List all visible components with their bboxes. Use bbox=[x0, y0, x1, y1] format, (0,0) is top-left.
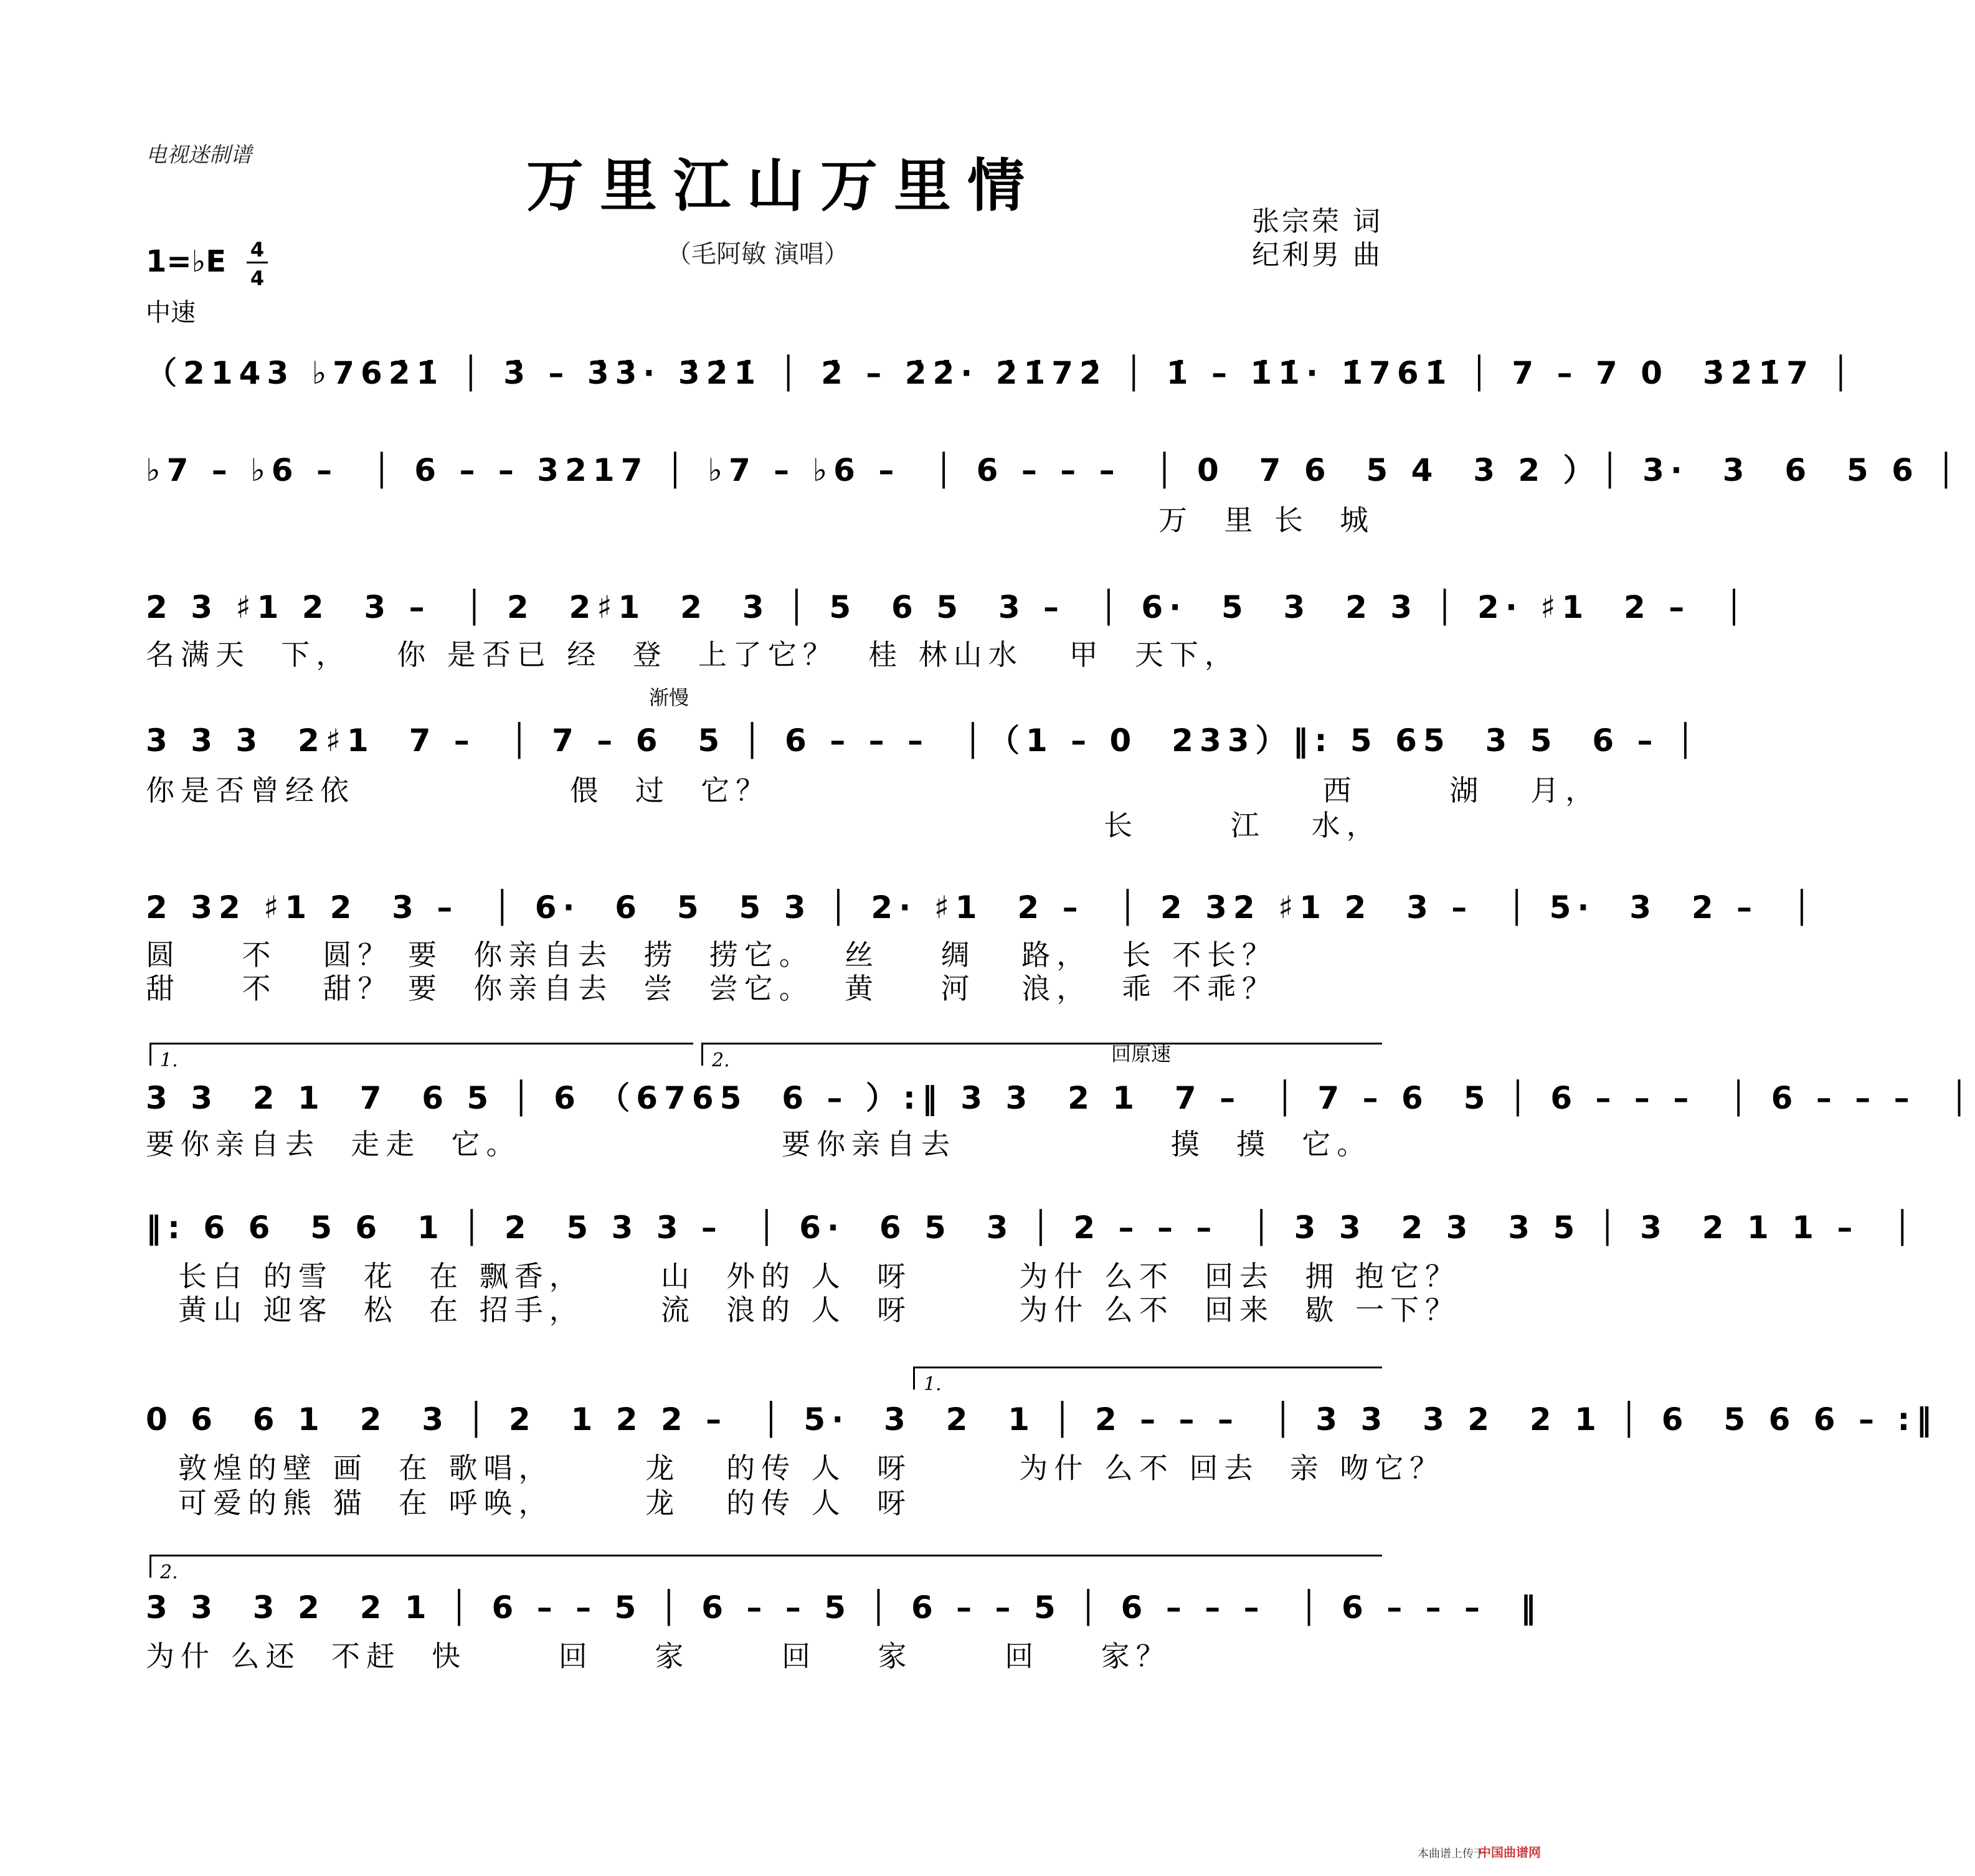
notes: ‖: 6 6 5 6 1 │ 2 5 3 3 – │ 6· 6 5 3 │ 2 – – – │ 3 3 2 3 3 5 │ 3 2 1 1 – │ bbox=[146, 1210, 1918, 1246]
singer-text: （毛阿敏 演唱） bbox=[666, 240, 849, 268]
lyric-line-8-verse-2: 可爱的熊 猫 在 呼唤， 龙 的传 人 呀 bbox=[178, 1486, 912, 1520]
song-title: 万里江山万里情 bbox=[526, 152, 1041, 219]
notation-line-8 bbox=[146, 1401, 1938, 1438]
notes: （2143 ♭762̇1̇ │ 3̇ – 3̇3̇· 3̇2̇1̇ │ 2̇ – 2̇2̇· 2̇1̇72̇ │ 1̇ – 1̇1̇· 1̇761̇ │ 7 – 7 0 3̇2̇1̇7 │ bbox=[146, 355, 1857, 391]
key-signature: 1=♭E bbox=[146, 244, 227, 279]
notes: 2 32 ♯1 2 3 – │ 6· 6 5 5 3 │ 2· ♯1 2 – │ 2 32 ♯1 2 3 – │ 5· 3 2 – │ bbox=[146, 889, 1817, 926]
notation-line-4 bbox=[146, 722, 1702, 759]
time-signature-top: 4 bbox=[250, 238, 265, 262]
notes: 3 3 2 1 7 6 5 │ 6 （6765 6 – ）:‖ 3 3 2 1 7 – │ 7 – 6 5 │ 6 – – – │ 6 – – – │ bbox=[146, 1080, 1975, 1116]
rit-marking: 渐慢 bbox=[649, 686, 689, 709]
notation-line-5 bbox=[146, 889, 1817, 926]
notes: ♭7 – ♭6 – │ 6 – – 3217 │ ♭7 – ♭6 – │ 6 – – – │ 0 7 6 5 4 3 2 ）│ 3· 3 6 5 6 │ bbox=[146, 452, 1962, 488]
notation-line-9 bbox=[146, 1589, 1542, 1626]
volta-ending-1b: 1. bbox=[913, 1367, 1382, 1390]
lyric-line-2: 万 里 长 城 bbox=[1158, 503, 1375, 537]
notes: 0 6 6 1 2 3 │ 2 1 2 2 – │ 5· 3 2 1 │ 2 – – – │ 3 3 3 2 2 1 │ 6 5 6 6 – :‖ bbox=[146, 1401, 1938, 1438]
notes: 2 3 ♯1 2 3 – │ 2 2♯1 2 3 │ 5 6 5 3 – │ 6· 5 3 2 3 │ 2· ♯1 2 – │ bbox=[146, 589, 1750, 625]
footer-note: 本曲谱上传于 bbox=[1418, 1847, 1485, 1860]
notes: 3 3 3 2♯1 7 – │ 7 – 6 5 │ 6 – – – │（1 – 0 233）‖: 5 65 3 5 6 – │ bbox=[146, 722, 1702, 759]
notation-line-2 bbox=[146, 452, 1962, 488]
time-signature-bottom: 4 bbox=[250, 267, 265, 290]
time-signature-line bbox=[247, 262, 268, 263]
tempo-marking: 中速 bbox=[146, 298, 196, 327]
notation-line-6 bbox=[146, 1080, 1975, 1116]
lyricist-text: 张宗荣 词 bbox=[1252, 206, 1383, 237]
notation-line-1 bbox=[146, 355, 1857, 391]
lyric-line-7-verse-1: 长白 的雪 花 在 飘香， 山 外的 人 呀 为什 么不 回去 拥 抱它？ bbox=[178, 1259, 1461, 1293]
site-logo: 中国曲谱网 bbox=[1479, 1845, 1541, 1860]
lyric-line-3: 名满天 下， 你 是否已 经 登 上了它？ 桂 林山水 甲 天下， bbox=[146, 638, 1239, 671]
volta-ending-2: 2. bbox=[701, 1043, 1382, 1066]
lyric-line-4-verse-1: 你是否曾经依 偎 过 它？ 西 湖 月， bbox=[146, 774, 1601, 807]
lyric-line-7-verse-2: 黄山 迎客 松 在 招手， 流 浪的 人 呀 为什 么不 回来 歇 一下？ bbox=[178, 1293, 1461, 1327]
lyric-line-5-verse-2: 甜 不 甜？ 要 你亲自去 尝 尝它。 黄 河 浪， 乖 不乖？ bbox=[146, 972, 1277, 1005]
credit-text: 电视迷制谱 bbox=[146, 143, 252, 168]
lyric-line-4-verse-2: 长 江 水， bbox=[1104, 808, 1381, 842]
lyric-line-9: 为什 么还 不赶 快 回 家 回 家 回 家？ bbox=[146, 1639, 1171, 1673]
composer-text: 纪利男 曲 bbox=[1252, 239, 1383, 271]
lyric-line-6: 要你亲自去 走走 它。 要你亲自去 摸 摸 它。 bbox=[146, 1127, 1372, 1161]
volta-ending-1: 1. bbox=[149, 1043, 693, 1066]
lyric-line-5-verse-1: 圆 不 圆？ 要 你亲自去 捞 捞它。 丝 绸 路， 长 不长？ bbox=[146, 938, 1277, 972]
volta-ending-2b: 2. bbox=[149, 1555, 1382, 1578]
notation-line-7 bbox=[146, 1210, 1918, 1246]
notation-line-3 bbox=[146, 589, 1750, 625]
a-tempo-marking: 回原速 bbox=[1111, 1042, 1172, 1066]
notes: 3 3 3 2 2 1 │ 6 – – 5 │ 6 – – 5 │ 6 – – 5 │ 6 – – – │ 6 – – – ‖ bbox=[146, 1589, 1542, 1626]
lyric-line-8-verse-1: 敦煌的壁 画 在 歌唱， 龙 的传 人 呀 为什 么不 回去 亲 吻它？ bbox=[178, 1451, 1445, 1485]
